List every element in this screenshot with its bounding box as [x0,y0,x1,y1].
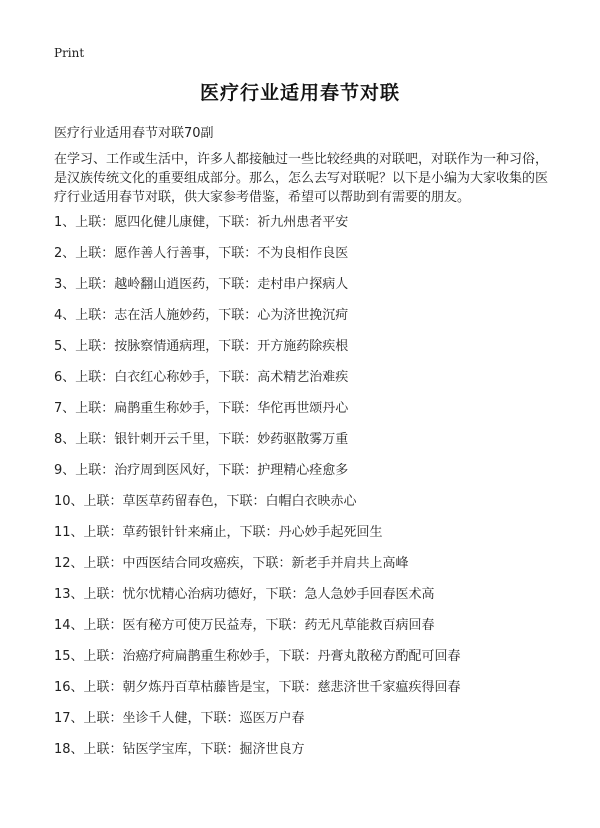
couplet-item: 15、上联：治癌疗疴扁鹊重生称妙手，下联：丹膏丸散秘方酌配可回春 [54,649,461,664]
couplet-item: 9、上联：治疗周到医风好，下联：护理精心痊愈多 [54,463,349,478]
couplet-item: 7、上联：扁鹊重生称妙手，下联：华佗再世颂丹心 [54,401,349,416]
couplet-item: 12、上联：中西医结合同攻癌疾，下联：新老手并肩共上高峰 [54,556,409,571]
couplet-item: 10、上联：草医草药留春色，下联：白帽白衣映赤心 [54,494,357,509]
intro-paragraph: 在学习、工作或生活中，许多人都接触过一些比较经典的对联吧，对联作为一种习俗，是汉族传统文化的重要组成部分。那么，怎么去写对联呢？以下是小编为大家收集的医疗行业适用春节对联，供大家参考借鉴，希望可以帮助到有需要的朋友。 [54,152,549,205]
couplet-item: 18、上联：钻医学宝库，下联：掘济世良方 [54,742,305,757]
couplet-item: 1、上联：愿四化健儿康健，下联：祈九州患者平安 [54,215,349,230]
couplet-item: 17、上联：坐诊千人健，下联：巡医万户春 [54,711,305,726]
couplet-item: 16、上联：朝夕炼丹百草枯藤皆是宝，下联：慈悲济世千家瘟疾得回春 [54,680,461,695]
couplet-list [54,211,461,769]
page-subtitle: 医疗行业适用春节对联70副 [54,126,214,141]
couplet-item: 2、上联：愿作善人行善事，下联：不为良相作良医 [54,246,349,261]
couplet-item: 14、上联：医有秘方可使万民益寿，下联：药无凡草能救百病回春 [54,618,435,633]
couplet-item: 8、上联：银针刺开云千里，下联：妙药驱散雾万重 [54,432,349,447]
couplet-item: 6、上联：白衣红心称妙手，下联：高术精艺治难疾 [54,370,349,385]
couplet-item: 4、上联：志在活人施妙药，下联：心为济世挽沉疴 [54,308,349,323]
couplet-item: 5、上联：按脉察情通病理，下联：开方施药除疾根 [54,339,349,354]
couplet-item: 11、上联：草药银针针来痛止，下联：丹心妙手起死回生 [54,525,383,540]
page-title: 医疗行业适用春节对联 [199,82,400,104]
couplet-item: 3、上联：越岭翻山逍医药，下联：走村串户探病人 [54,277,349,292]
couplet-item: 13、上联：忧尔忧精心治病功德好，下联：急人急妙手回春医术高 [54,587,435,602]
print-link[interactable]: Print [54,46,85,60]
